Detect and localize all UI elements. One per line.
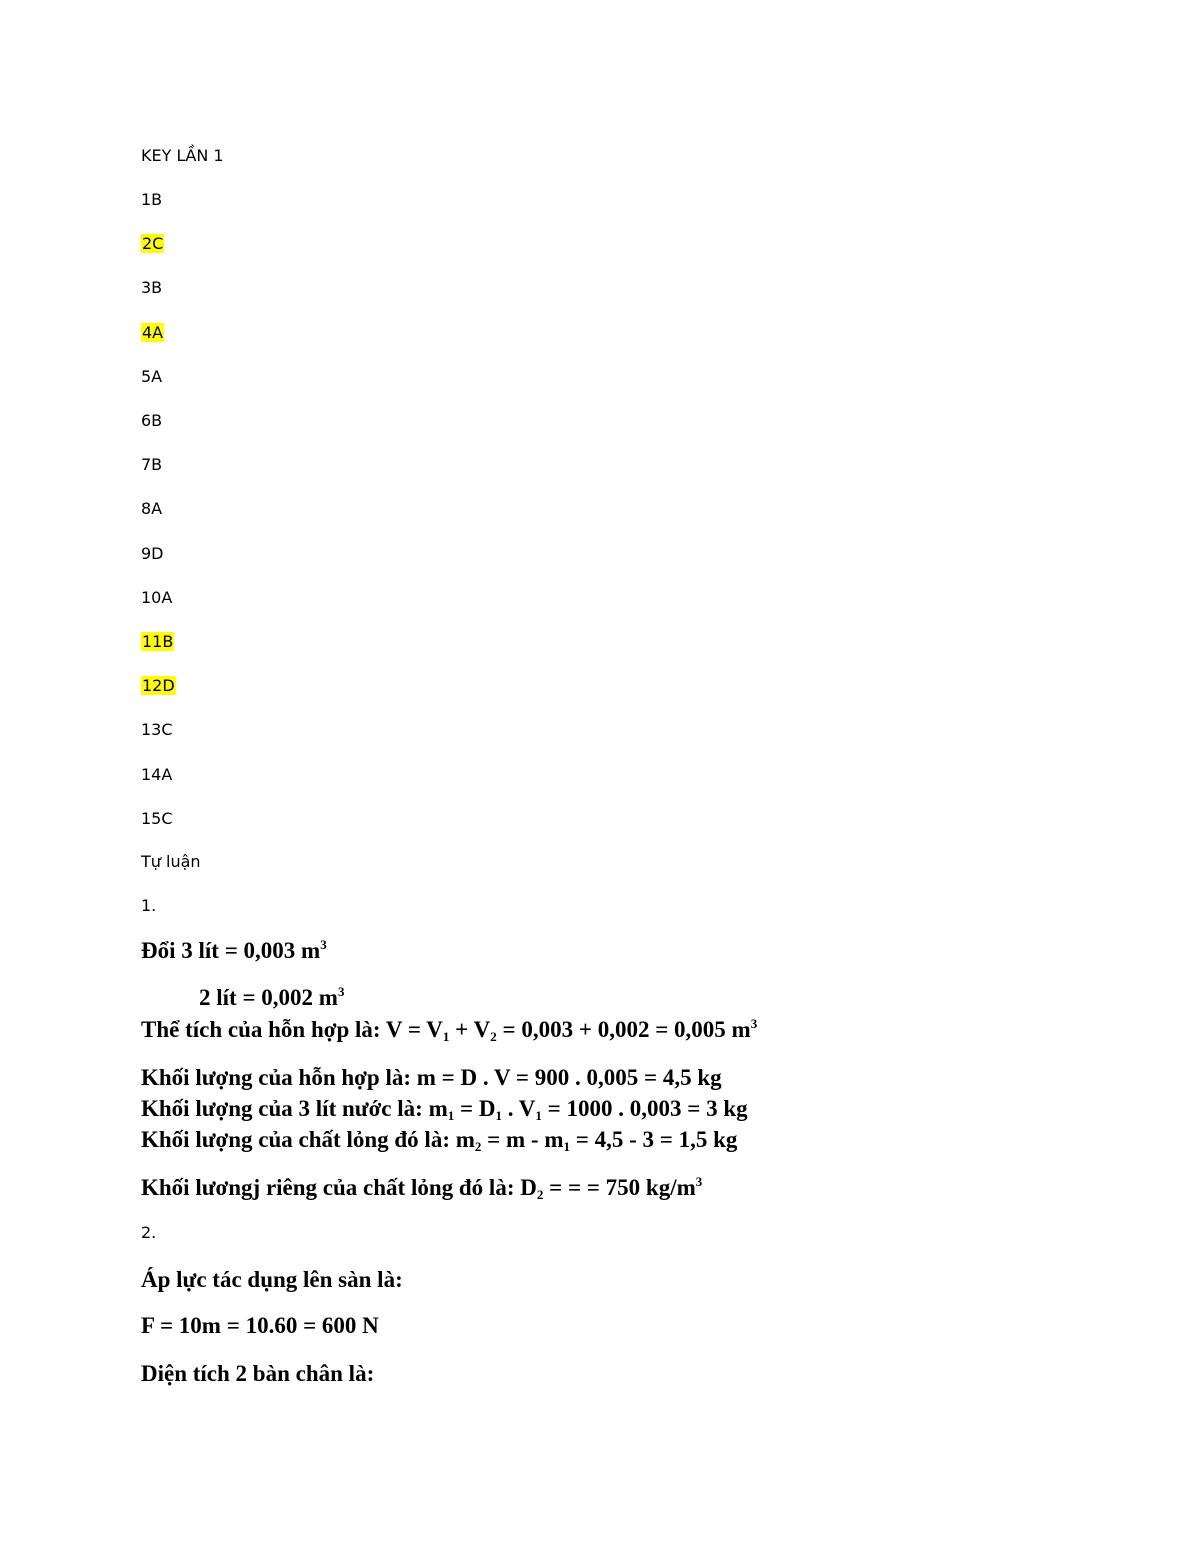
answer-item bbox=[141, 587, 172, 609]
answer-label: 10A bbox=[141, 588, 173, 607]
q2-force-formula: F = 10m = 10.60 = 600 N bbox=[141, 1313, 379, 1338]
answer-label: 12D bbox=[142, 676, 175, 695]
key-title: KEY LẦN 1 bbox=[141, 146, 224, 165]
answer-label: 7B bbox=[141, 455, 163, 474]
answer-item bbox=[141, 675, 176, 697]
answer-item bbox=[141, 366, 162, 388]
answer-item bbox=[141, 498, 162, 520]
q1-convert-b: 2 lít = 0,002 $m^3$ bbox=[199, 984, 345, 1010]
answer-item bbox=[141, 322, 164, 344]
answer-item bbox=[141, 410, 162, 432]
answer-item bbox=[141, 454, 162, 476]
answer-item bbox=[141, 277, 162, 299]
answer-label: 13C bbox=[141, 720, 173, 739]
q1-density: Khối lươngj riêng của chất lỏng đó là: $D_2$ = = = 750 $kg/m^3$ bbox=[141, 1174, 703, 1202]
answer-item bbox=[141, 631, 174, 653]
answer-label: 6B bbox=[141, 411, 163, 430]
answer-item bbox=[141, 719, 173, 741]
answer-item bbox=[141, 808, 173, 830]
answer-label: 2C bbox=[142, 234, 164, 253]
answer-label: 15C bbox=[141, 809, 173, 828]
answer-item bbox=[141, 764, 172, 786]
answer-label: 8A bbox=[141, 499, 163, 518]
q2-force-heading: Áp lực tác dụng lên sàn là: bbox=[141, 1267, 403, 1292]
q1-mass-water: Khối lượng của 3 lít nước là: $m_1 = D_1$ . $V_1 = 1000$ . 0,003 = 3 kg bbox=[141, 1096, 748, 1123]
q1-mass-liquid: Khối lượng của chất lỏng đó là: $m_2 = m - m_1 = 4,5 - 3 = 1,5$ kg bbox=[141, 1127, 738, 1154]
q1-number: 1. bbox=[141, 896, 157, 915]
q1-mass-mix: Khối lượng của hỗn hợp là: m = D . V = 900 . 0,005 = 4,5 kg bbox=[141, 1065, 722, 1090]
answer-item bbox=[141, 233, 164, 255]
answer-label: 1B bbox=[141, 190, 163, 209]
answer-label: 14A bbox=[141, 765, 173, 784]
q2-area-heading: Diện tích 2 bàn chân là: bbox=[141, 1361, 375, 1386]
answer-item bbox=[141, 543, 164, 565]
q1-convert-a: Đổi 3 lít = 0,003 $m^3$ bbox=[141, 937, 327, 963]
answer-label: 9D bbox=[141, 544, 164, 563]
essay-heading: Tự luận bbox=[141, 852, 201, 871]
answer-label: 11B bbox=[142, 632, 174, 651]
q2-number: 2. bbox=[141, 1223, 157, 1242]
answer-label: 3B bbox=[141, 278, 163, 297]
answer-label: 5A bbox=[141, 367, 163, 386]
answer-item bbox=[141, 189, 162, 211]
q1-volume: Thể tích của hỗn hợp là: $V = V_1 + V_2 = 0,003 + 0,002 = 0,005$ $m^3$ bbox=[141, 1016, 758, 1044]
answer-label: 4A bbox=[142, 323, 164, 342]
